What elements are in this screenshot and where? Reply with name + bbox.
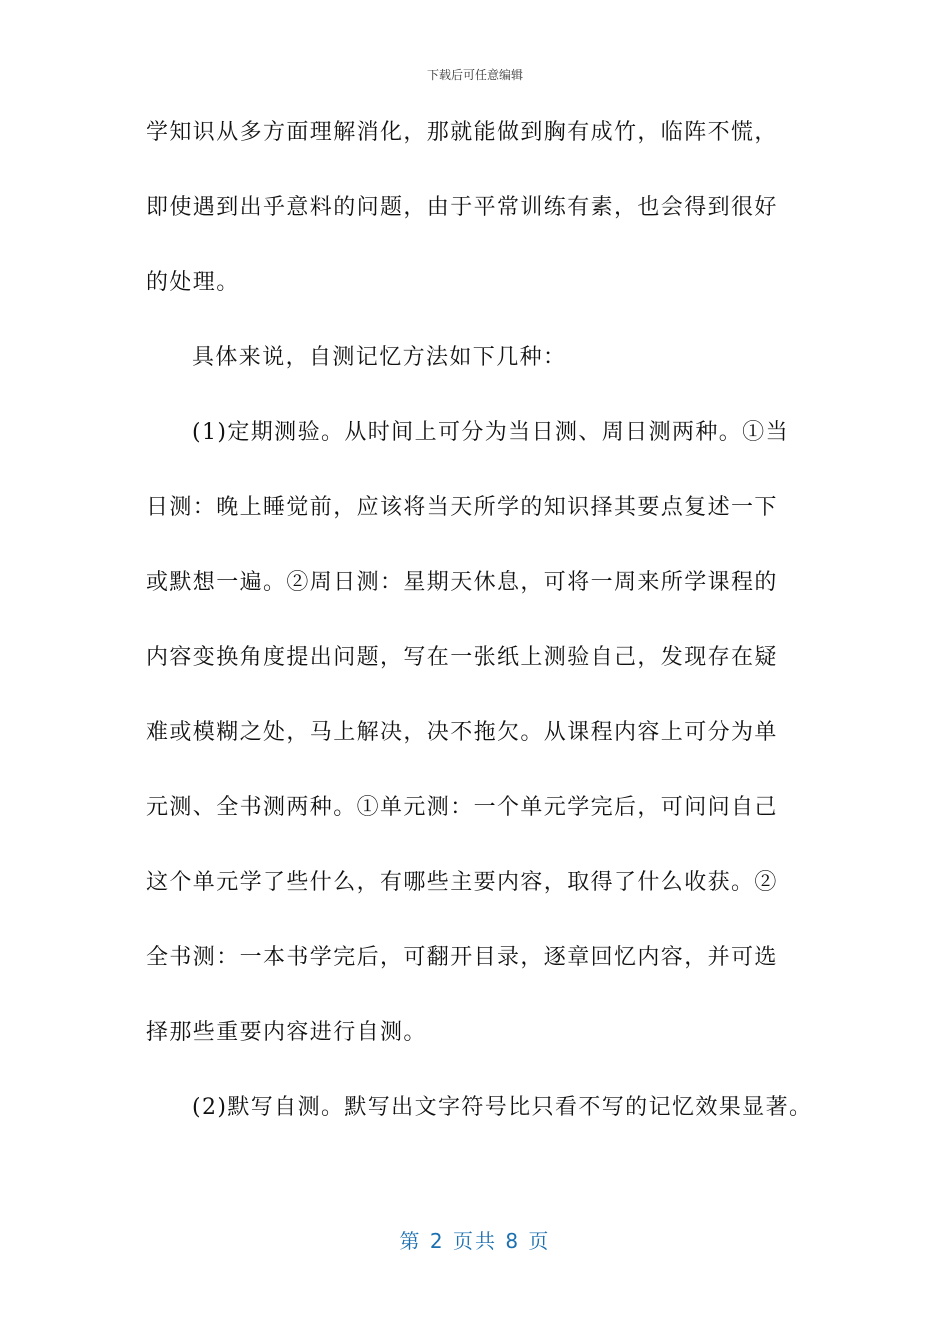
- text-line: 择那些重要内容进行自测。: [146, 1020, 427, 1045]
- text-line: 全书测：一本书学完后，可翻开目录，逐章回忆内容，并可选: [146, 945, 778, 970]
- text-line: 日测：晚上睡觉前，应该将当天所学的知识择其要点复述一下: [146, 495, 778, 520]
- document-body: [146, 120, 813, 1170]
- page-header: 下载后可任意编辑: [426, 68, 523, 82]
- text-line: 的处理。: [146, 270, 240, 295]
- text-line: 学知识从多方面理解消化，那就能做到胸有成竹，临阵不慌，: [146, 120, 778, 145]
- text-line: 元测、全书测两种。①单元测：一个单元学完后，可问问自己: [146, 795, 778, 820]
- text-line: 即使遇到出乎意料的问题，由于平常训练有素，也会得到很好: [146, 195, 778, 220]
- text-line: 或默想一遍。②周日测：星期天休息，可将一周来所学课程的: [146, 570, 778, 595]
- text-line: 这个单元学了些什么，有哪些主要内容，取得了什么收获。②: [146, 870, 778, 895]
- text-line: (1)定期测验。从时间上可分为当日测、周日测两种。①当: [192, 420, 789, 445]
- text-line: (2)默写自测。默写出文字符号比只看不写的记忆效果显著。: [192, 1095, 813, 1120]
- text-line: 内容变换角度提出问题，写在一张纸上测验自己，发现存在疑: [146, 645, 778, 670]
- page-number-footer: 第 2 页共 8 页: [399, 1229, 551, 1253]
- text-line: 具体来说，自测记忆方法如下几种：: [192, 345, 567, 370]
- text-line: 难或模糊之处，马上解决，决不拖欠。从课程内容上可分为单: [146, 720, 778, 745]
